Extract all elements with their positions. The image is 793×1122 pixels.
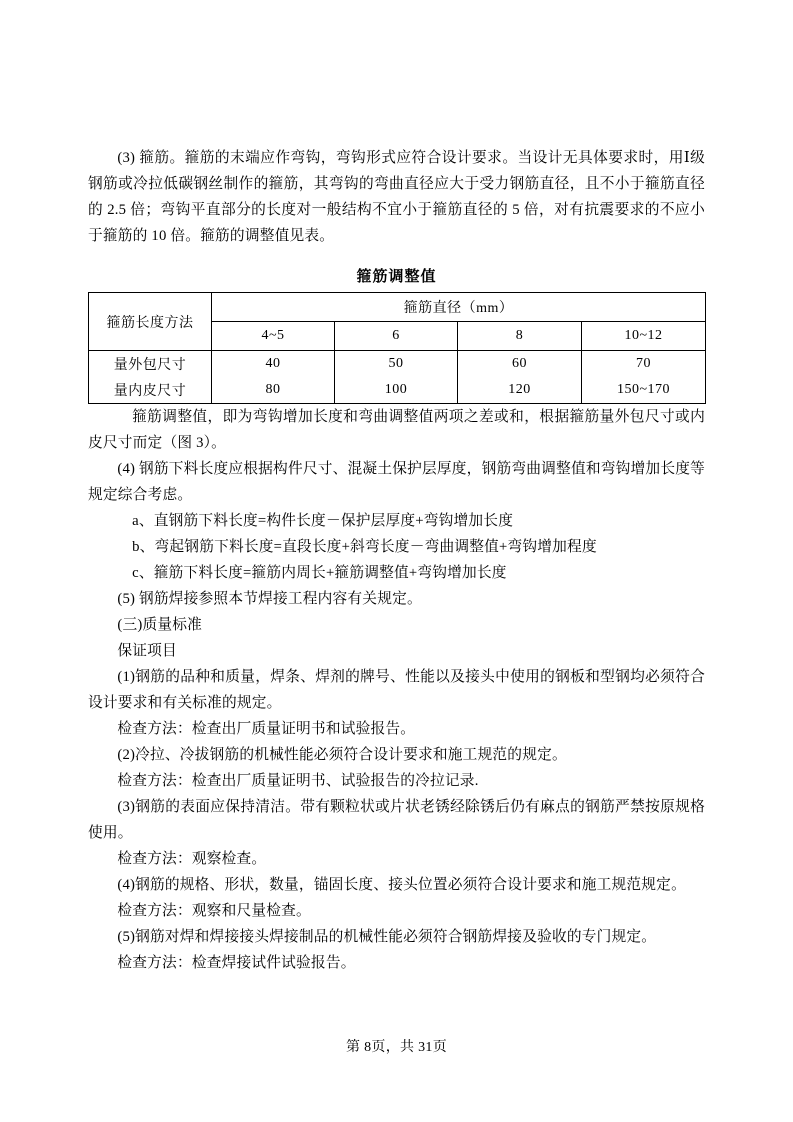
table-cell: 50 bbox=[335, 351, 458, 378]
table-group-header: 箍筋直径（mm） bbox=[212, 293, 706, 322]
table-cell: 120 bbox=[458, 377, 582, 404]
paragraph-xialiao-4: (4) 钢筋下料长度应根据构件尺寸、混凝土保护层厚度，钢筋弯曲调整值和弯钩增加长度等规定综合考虑。 bbox=[88, 461, 705, 503]
table-cell: 80 bbox=[212, 377, 335, 404]
paragraph-quality-3: (3)钢筋的表面应保持清洁。带有颗粒状或片状老锈经除锈后仍有麻点的钢筋严禁按原规格使用。 bbox=[88, 799, 705, 841]
paragraph-formula-a: a、直钢筋下料长度=构件长度－保护层厚度+弯钩增加长度 bbox=[132, 513, 514, 529]
heading-baozheng-xiangmu: 保证项目 bbox=[117, 643, 177, 659]
paragraph-quality-5-method: 检查方法：检查焊接试件试验报告。 bbox=[117, 955, 356, 971]
page-content bbox=[88, 145, 705, 976]
paragraph-quality-4-method: 检查方法：观察和尺量检查。 bbox=[117, 903, 311, 919]
paragraph-quality-5: (5)钢筋对焊和焊接接头焊接制品的机械性能必须符合钢筋焊接及验收的专门规定。 bbox=[117, 929, 657, 945]
paragraph-formula-c: c、箍筋下料长度=箍筋内周长+箍筋调整值+弯钩增加长度 bbox=[132, 565, 507, 581]
table-column-header: 4~5 bbox=[212, 322, 335, 351]
table-row-label: 量内皮尺寸 bbox=[89, 377, 212, 404]
paragraph-quality-2-method: 检查方法：检查出厂质量证明书、试验报告的冷拉记录. bbox=[117, 773, 479, 789]
paragraph-quality-3-method: 检查方法：观察检查。 bbox=[117, 851, 267, 867]
gujin-adjustment-table bbox=[88, 292, 706, 404]
table-header-row-group bbox=[89, 293, 706, 322]
table-caption: 箍筋调整值 bbox=[356, 268, 437, 285]
paragraph-formula-b: b、弯起钢筋下料长度=直段长度+斜弯长度－弯曲调整值+弯钩增加程度 bbox=[132, 539, 597, 555]
table-column-header: 10~12 bbox=[582, 322, 706, 351]
heading-section-three: (三)质量标准 bbox=[117, 617, 203, 633]
paragraph-gujin-3: (3) 箍筋。箍筋的末端应作弯钩，弯钩形式应符合设计要求。当设计无具体要求时，用Ⅰ级钢筋或冷拉低碳钢丝制作的箍筋，其弯钩的弯曲直径应大于受力钢筋直径，且不小于箍筋直径的 2.5 倍；弯钩平直部分的长度对一般结构不宜小于箍筋直径的 5 倍，对有抗震要求的不应小于箍筋的 10 倍。箍筋的调整值见表。 bbox=[88, 150, 705, 244]
table-column-header: 6 bbox=[335, 322, 458, 351]
table-row bbox=[89, 377, 706, 404]
table-cell: 150~170 bbox=[582, 377, 706, 404]
paragraph-quality-1-method: 检查方法：检查出厂质量证明书和试验报告。 bbox=[117, 721, 416, 737]
page-footer: 第 8页，共 31页 bbox=[346, 1040, 447, 1055]
paragraph-adjust-note: 箍筋调整值，即为弯钩增加长度和弯曲调整值两项之差或和，根据箍筋量外包尺寸或内皮尺寸而定（图 3）。 bbox=[88, 409, 705, 451]
table-row bbox=[89, 351, 706, 378]
paragraph-quality-2: (2)冷拉、冷拔钢筋的机械性能必须符合设计要求和施工规范的规定。 bbox=[117, 747, 567, 763]
table-column-header: 8 bbox=[458, 322, 582, 351]
paragraph-quality-4: (4)钢筋的规格、形状，数量，锚固长度、接头位置必须符合设计要求和施工规范规定。 bbox=[117, 877, 686, 893]
table-cell: 40 bbox=[212, 351, 335, 378]
paragraph-hanjie-5: (5) 钢筋焊接参照本节焊接工程内容有关规定。 bbox=[117, 591, 422, 607]
table-cell: 70 bbox=[582, 351, 706, 378]
table-row-label: 量外包尺寸 bbox=[89, 351, 212, 378]
table-cell: 60 bbox=[458, 351, 582, 378]
table-corner-label: 箍筋长度方法 bbox=[89, 293, 212, 351]
paragraph-quality-1: (1)钢筋的品种和质量，焊条、焊剂的牌号、性能以及接头中使用的钢板和型钢均必须符合设计要求和有关标准的规定。 bbox=[88, 669, 705, 711]
table-cell: 100 bbox=[335, 377, 458, 404]
